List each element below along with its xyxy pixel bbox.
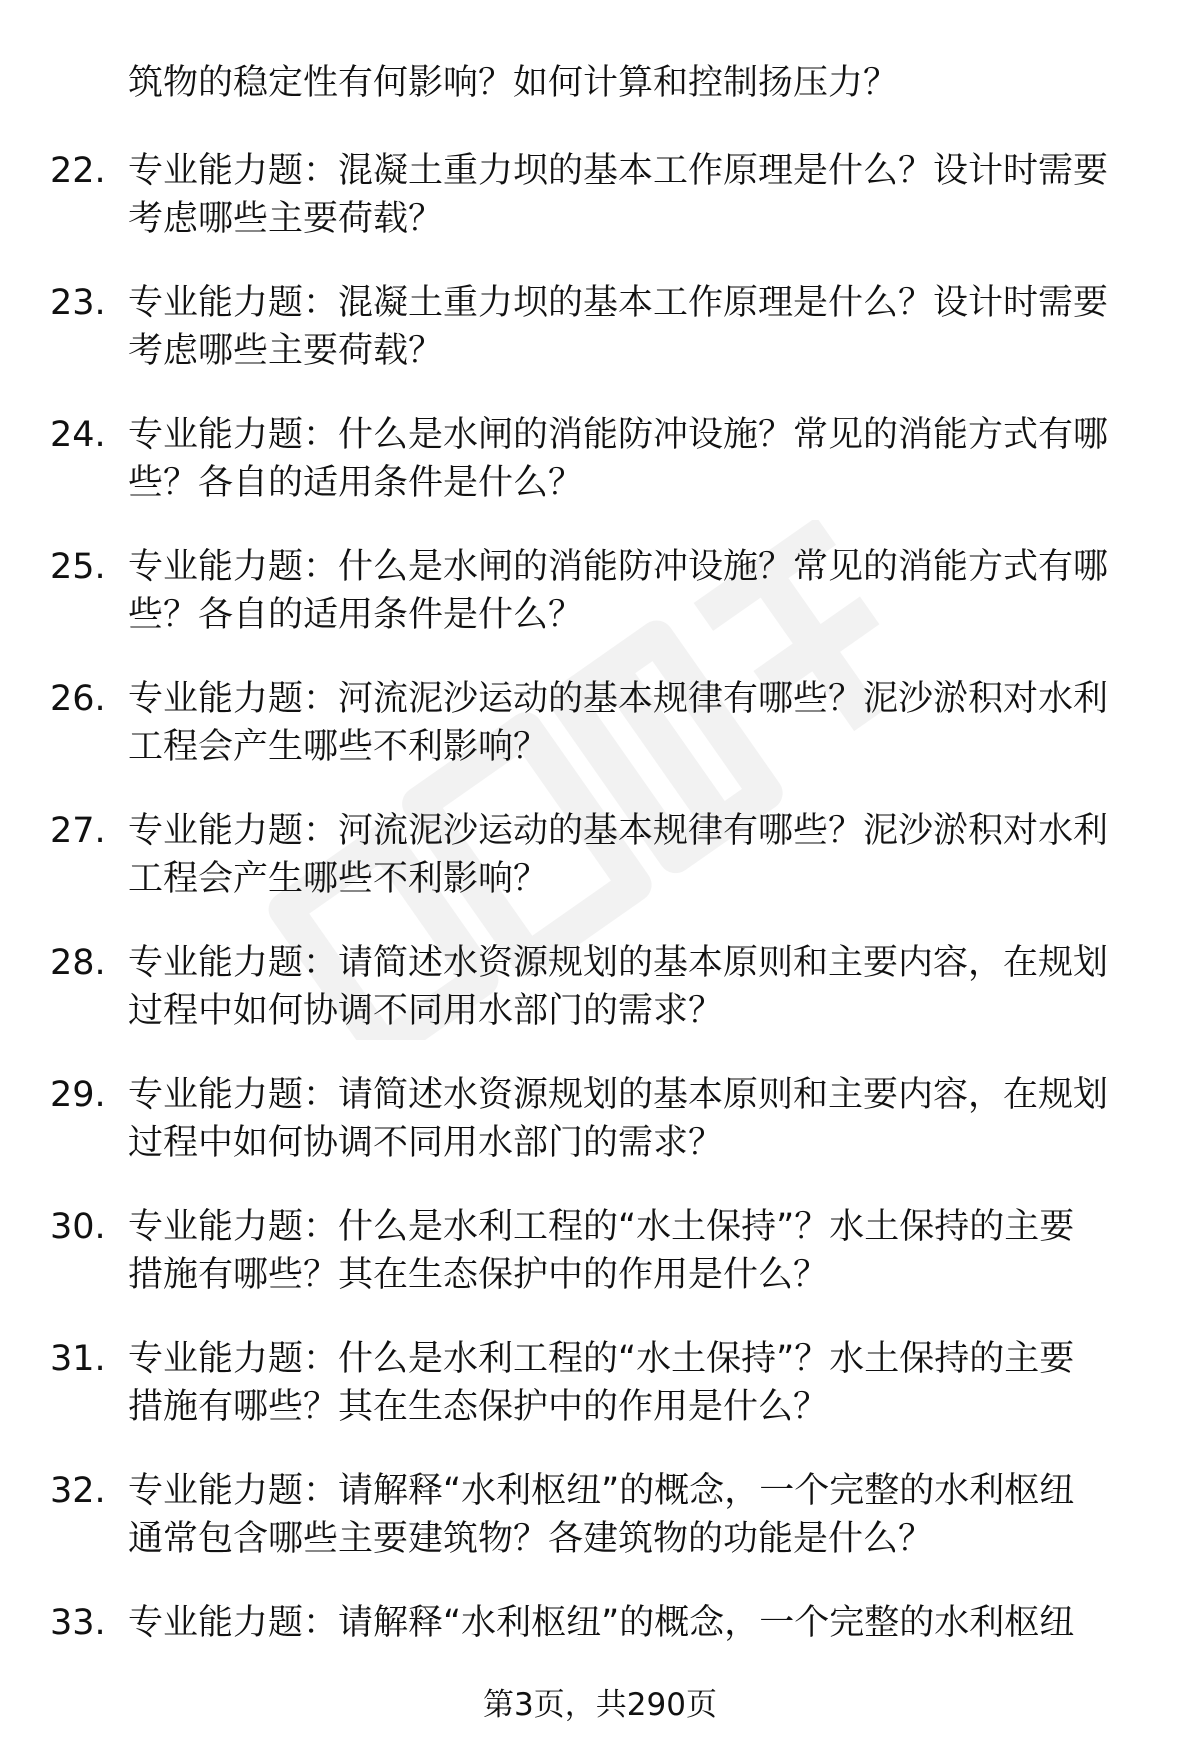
question-number: 23. — [50, 283, 106, 323]
question-number: 31. — [50, 1339, 106, 1379]
question-number: 22. — [50, 151, 106, 191]
question-text-line-2: 考虑哪些主要荷载？ — [128, 199, 444, 239]
question-item — [0, 676, 1200, 808]
question-item — [0, 148, 1200, 280]
question-text-line-2: 考虑哪些主要荷载？ — [128, 331, 444, 371]
question-item — [0, 940, 1200, 1072]
question-item — [0, 1468, 1200, 1600]
question-item — [0, 808, 1200, 940]
question-number: 30. — [50, 1207, 106, 1247]
question-text-line-2: 措施有哪些？其在生态保护中的作用是什么？ — [128, 1255, 829, 1295]
question-number: 25. — [50, 547, 106, 587]
question-number: 26. — [50, 679, 106, 719]
question-text-line-1: 专业能力题：什么是水闸的消能防冲设施？常见的消能方式有哪 — [128, 547, 1109, 587]
question-number: 27. — [50, 811, 106, 851]
question-text-line-2: 通常包含哪些主要建筑物？各建筑物的功能是什么？ — [128, 1519, 934, 1559]
question-text-line-2: 措施有哪些？其在生态保护中的作用是什么？ — [128, 1387, 829, 1427]
question-number: 32. — [50, 1471, 106, 1511]
page-footer: 第3页，共290页 — [483, 1687, 717, 1723]
question-text-line-1: 专业能力题：请解释“水利枢纽”的概念，一个完整的水利枢纽 — [128, 1471, 1075, 1511]
question-item — [0, 280, 1200, 412]
question-text-line-2: 过程中如何协调不同用水部门的需求？ — [128, 1123, 724, 1163]
question-text-line-1: 专业能力题：请简述水资源规划的基本原则和主要内容，在规划 — [128, 1075, 1109, 1115]
question-text-line-1: 专业能力题：河流泥沙运动的基本规律有哪些？泥沙淤积对水利 — [128, 811, 1109, 851]
question-number: 24. — [50, 415, 106, 455]
question-number: 29. — [50, 1075, 106, 1115]
question-text-line-1: 专业能力题：请解释“水利枢纽”的概念，一个完整的水利枢纽 — [128, 1603, 1075, 1643]
question-text-line-1: 专业能力题：请简述水资源规划的基本原则和主要内容，在规划 — [128, 943, 1109, 983]
question-text-line-2: 工程会产生哪些不利影响？ — [128, 727, 549, 767]
continuation-text: 筑物的稳定性有何影响？如何计算和控制扬压力？ — [128, 63, 899, 103]
question-text-line-1: 专业能力题：什么是水利工程的“水土保持”？水土保持的主要 — [128, 1339, 1075, 1379]
question-list — [0, 148, 1200, 1732]
question-text-line-1: 专业能力题：混凝土重力坝的基本工作原理是什么？设计时需要 — [128, 151, 1109, 191]
question-text-line-2: 过程中如何协调不同用水部门的需求？ — [128, 991, 724, 1031]
question-item — [0, 1072, 1200, 1204]
question-text-line-2: 些？各自的适用条件是什么？ — [128, 463, 584, 503]
question-text-line-1: 专业能力题：什么是水利工程的“水土保持”？水土保持的主要 — [128, 1207, 1075, 1247]
question-number: 28. — [50, 943, 106, 983]
question-text-line-2: 工程会产生哪些不利影响？ — [128, 859, 549, 899]
question-item — [0, 1204, 1200, 1336]
question-text-line-1: 专业能力题：混凝土重力坝的基本工作原理是什么？设计时需要 — [128, 283, 1109, 323]
question-text-line-1: 专业能力题：什么是水闸的消能防冲设施？常见的消能方式有哪 — [128, 415, 1109, 455]
question-number: 33. — [50, 1603, 106, 1643]
question-text-line-2: 些？各自的适用条件是什么？ — [128, 595, 584, 635]
question-item — [0, 412, 1200, 544]
question-item — [0, 1336, 1200, 1468]
question-item — [0, 544, 1200, 676]
question-text-line-1: 专业能力题：河流泥沙运动的基本规律有哪些？泥沙淤积对水利 — [128, 679, 1109, 719]
